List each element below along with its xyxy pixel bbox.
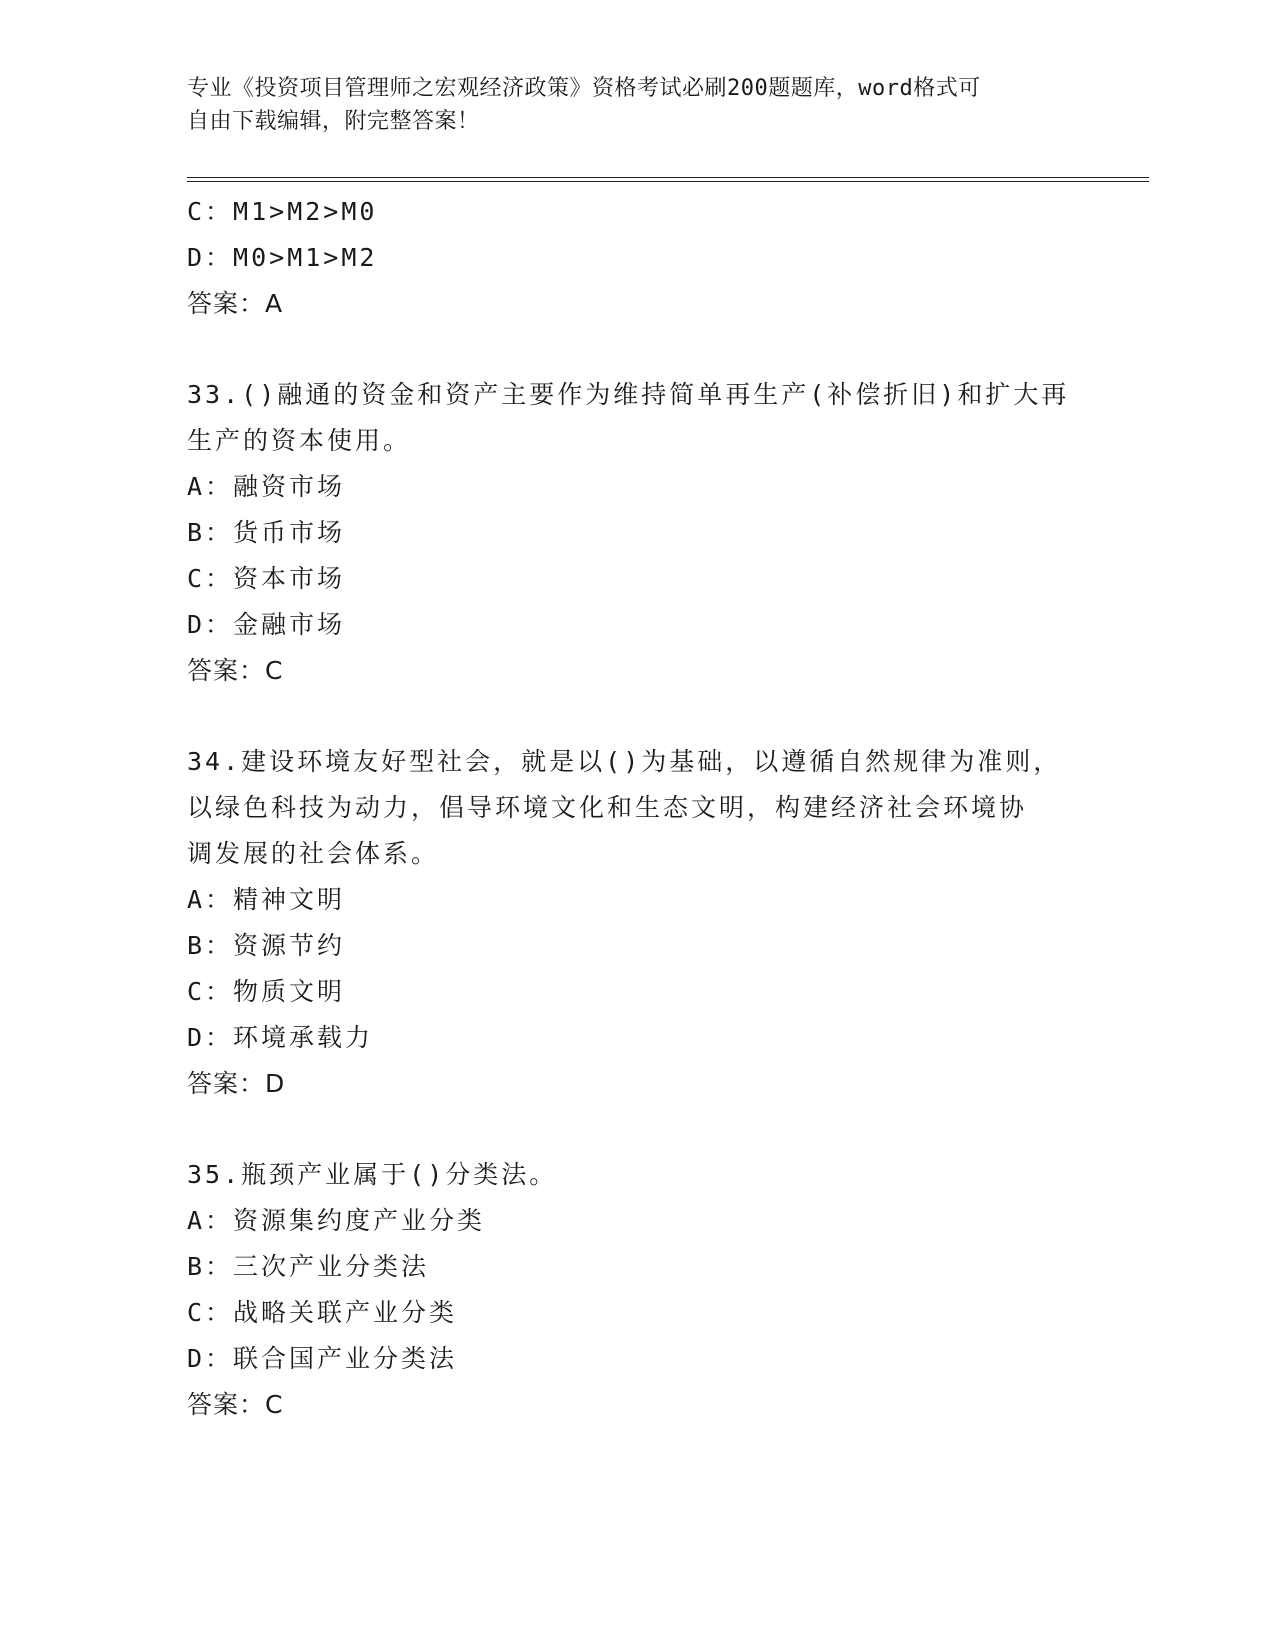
header-divider bbox=[187, 177, 1149, 182]
option-b: B：资源节约 bbox=[187, 931, 346, 960]
question-32-partial bbox=[187, 189, 1087, 327]
option-c: C：资本市场 bbox=[187, 564, 346, 593]
question-stem-line: 33.()融通的资金和资产主要作为维持简单再生产(补偿折旧)和扩大再 bbox=[187, 380, 1070, 409]
header-title-line-2: 自由下载编辑，附完整答案！ bbox=[187, 109, 480, 134]
option-a: A：融资市场 bbox=[187, 472, 346, 501]
question-stem-line: 生产的资本使用。 bbox=[187, 426, 412, 455]
question-34 bbox=[187, 739, 1087, 1107]
answer-line: 答案：C bbox=[187, 656, 284, 685]
option-c: C：战略关联产业分类 bbox=[187, 1298, 458, 1327]
option-d: D：联合国产业分类法 bbox=[187, 1344, 458, 1373]
option-b: B：三次产业分类法 bbox=[187, 1252, 430, 1281]
option-c: C：物质文明 bbox=[187, 977, 346, 1006]
answer-line: 答案：C bbox=[187, 1390, 284, 1419]
question-spacer bbox=[187, 327, 1087, 372]
answer-line: 答案：A bbox=[187, 289, 284, 318]
question-33 bbox=[187, 372, 1087, 694]
header-title-line-1: 专业《投资项目管理师之宏观经济政策》资格考试必刷200题题库，word格式可 bbox=[187, 76, 981, 101]
option-d: D：环境承载力 bbox=[187, 1023, 374, 1052]
question-spacer bbox=[187, 1107, 1087, 1152]
question-list bbox=[187, 189, 1087, 1428]
question-stem-line: 以绿色科技为动力，倡导环境文化和生态文明，构建经济社会环境协 bbox=[187, 793, 1028, 822]
option-a: A：精神文明 bbox=[187, 885, 346, 914]
option-d: D：金融市场 bbox=[187, 610, 346, 639]
document-header bbox=[187, 72, 1067, 138]
option-b: B：货币市场 bbox=[187, 518, 346, 547]
option-a: A：资源集约度产业分类 bbox=[187, 1206, 486, 1235]
question-stem-line: 34.建设环境友好型社会，就是以()为基础，以遵循自然规律为准则， bbox=[187, 747, 1062, 776]
option-c: C：M1>M2>M0 bbox=[187, 197, 378, 226]
question-stem-line: 35.瓶颈产业属于()分类法。 bbox=[187, 1160, 558, 1189]
question-spacer bbox=[187, 694, 1087, 739]
question-stem-line: 调发展的社会体系。 bbox=[187, 839, 440, 868]
question-35 bbox=[187, 1152, 1087, 1428]
option-d: D：M0>M1>M2 bbox=[187, 243, 378, 272]
answer-line: 答案：D bbox=[187, 1069, 286, 1098]
